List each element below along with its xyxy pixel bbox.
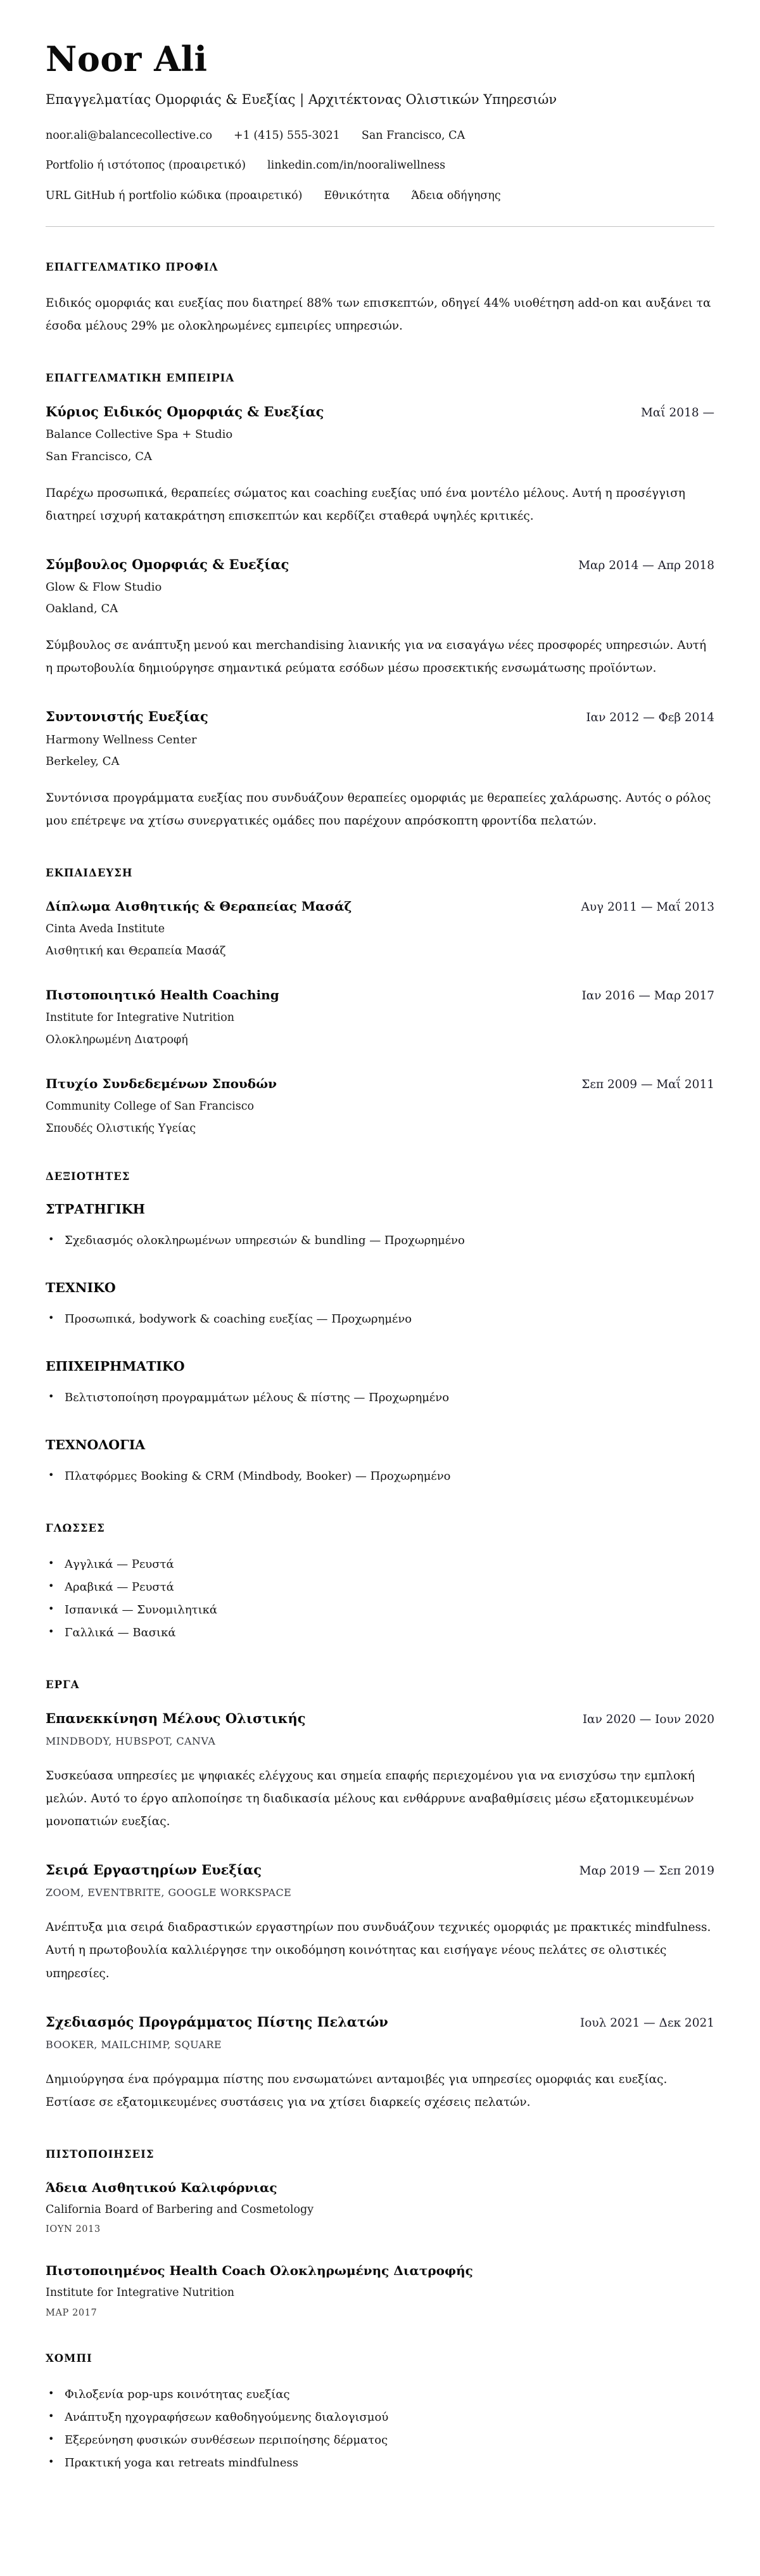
section-languages — [46, 1522, 714, 1644]
education-header — [46, 1075, 714, 1093]
job-description: Συντόνισα προγράμματα ευεξίας που συνδυάζουν θεραπείες ομορφιάς με θεραπείες χαλάρωσης. Αυτός ο ρόλος μου επέτρεψε να χτίσω συνεργατικές ομάδες που παρέχουν απρόσκοπτη φροντίδα πελατών. — [46, 791, 711, 828]
hobby-item: • Εξερεύνηση φυσικών συνθέσεων περιποίησης δέρματος — [46, 2429, 714, 2452]
project-entry — [46, 2013, 714, 2114]
job-location: Oakland, CA — [46, 602, 118, 616]
hobby-item: • Ανάπτυξη ηχογραφήσεων καθοδηγούμενης διαλογισμού — [46, 2406, 714, 2429]
language-item: • Ισπανικά — Συνομιλητικά — [46, 1599, 714, 1622]
certification-date: ΙΟΥΝ 2013 — [46, 2224, 101, 2235]
job-company: Glow & Flow Studio — [46, 580, 162, 594]
education-dates: Σεπ 2009 — Μαΐ 2011 — [581, 1078, 714, 1092]
education-entry — [46, 987, 714, 1048]
contact-nationality-placeholder: Εθνικότητα — [324, 189, 390, 202]
resume-header — [46, 41, 714, 227]
education-school: Cinta Aveda Institute — [46, 923, 165, 936]
education-dates: Ιαν 2016 — Μαρ 2017 — [581, 989, 714, 1003]
job-location: San Francisco, CA — [46, 449, 153, 463]
section-profile — [46, 261, 714, 338]
certification-title: Πιστοποιημένος Health Coach Ολοκληρωμένης Διατροφής — [46, 2263, 473, 2279]
education-header — [46, 987, 714, 1004]
section-projects — [46, 1679, 714, 2114]
hobby-item: • Φιλοξενία pop-ups κοινότητας ευεξίας — [46, 2383, 714, 2406]
certifications-heading: ΠΙΣΤΟΠΟΙΗΣΕΙΣ — [46, 2148, 155, 2160]
skill-item: • Σχεδιασμός ολοκληρωμένων υπηρεσιών & bundling — Προχωρημένο — [46, 1229, 714, 1252]
project-description: Ανέπτυξα μια σειρά διαδραστικών εργαστηρίων που συνδυάζουν τεχνικές ομορφιάς με πρακτικές mindfulness. Αυτή η πρωτοβουλία καλλιέργησε την οικοδόμηση κοινότητας και εισήγαγε νέους πελάτες σε ολιστικές υπηρεσίες. — [46, 1921, 711, 1980]
project-tools: BOOKER, MAILCHIMP, SQUARE — [46, 2038, 222, 2051]
project-title: Σειρά Εργαστηρίων Ευεξίας — [46, 1862, 262, 1878]
person-name: Noor Ali — [46, 39, 208, 79]
project-dates: Ιαν 2020 — Ιουν 2020 — [582, 1713, 714, 1727]
skills-heading: ΔΕΞΙΟΤΗΤΕΣ — [46, 1170, 130, 1183]
job-location: Berkeley, CA — [46, 754, 120, 768]
project-description: Συσκεύασα υπηρεσίες με ψηφιακές ελέγχους και σημεία επαφής περιεχομένου για να ενισχύσω την εμπλοκή μελών. Αυτό το έργο απλοποίησε τη διαδικασία μέλους και ενθάρρυνε αναβαθμίσεις μέσω εξατομικευμένων μονοπατιών ευεξίας. — [46, 1769, 695, 1829]
job-description: Παρέχω προσωπικά, θεραπείες σώματος και coaching ευεξίας υπό ένα μοντέλο μέλους. Αυτή η προσέγγιση διατηρεί ισχυρή κατακράτηση επισκεπτών και κερδίζει σταθερά υψηλές κριτικές. — [46, 486, 685, 523]
contact-phone: +1 (415) 555-3021 — [234, 129, 340, 142]
job-dates: Μαρ 2014 — Απρ 2018 — [578, 558, 714, 572]
project-header — [46, 1710, 714, 1727]
skill-group-strategy: ΣΤΡΑΤΗΓΙΚΗ — [46, 1201, 146, 1217]
language-list — [46, 1553, 714, 1644]
skill-group-technology: ΤΕΧΝΟΛΟΓΙΑ — [46, 1437, 146, 1453]
project-description: Δημιούργησα ένα πρόγραμμα πίστης που ενσωματώνει ανταμοιβές για υπηρεσίες ομορφιάς και ευεξίας. Εστίασε σε εξατομικευμένες συστάσεις για να χτίσει διαρκείς σχέσεις πελατών. — [46, 2072, 668, 2109]
project-entry — [46, 1710, 714, 1833]
education-field: Σπουδές Ολιστικής Υγείας — [46, 1122, 196, 1135]
skill-item: • Προσωπικά, bodywork & coaching ευεξίας — Προχωρημένο — [46, 1308, 714, 1331]
job-entry — [46, 556, 714, 681]
education-field: Αισθητική και Θεραπεία Μασάζ — [46, 944, 226, 958]
language-item: • Γαλλικά — Βασικά — [46, 1622, 714, 1644]
job-header — [46, 556, 714, 574]
hobby-list — [46, 2383, 714, 2475]
education-degree: Πτυχίο Συνδεδεμένων Σπουδών — [46, 1076, 277, 1092]
skill-item: • Πλατφόρμες Booking & CRM (Mindbody, Booker) — Προχωρημένο — [46, 1465, 714, 1488]
job-header — [46, 708, 714, 726]
project-title: Επανεκκίνηση Μέλους Ολιστικής — [46, 1710, 306, 1727]
profile-heading: ΕΠΑΓΓΕΛΜΑΤΙΚΟ ΠΡΟΦΙΛ — [46, 261, 218, 274]
language-item: • Αραβικά — Ρευστά — [46, 1576, 714, 1599]
job-entry — [46, 708, 714, 833]
education-school: Community College of San Francisco — [46, 1100, 255, 1113]
contact-license-placeholder: Άδεια οδήγησης — [411, 189, 501, 202]
job-entry — [46, 403, 714, 528]
job-title: Σύμβουλος Ομορφιάς & Ευεξίας — [46, 556, 289, 572]
hobby-item: • Πρακτική yoga και retreats mindfulness — [46, 2452, 714, 2475]
education-header — [46, 898, 714, 915]
profile-text: Ειδικός ομορφιάς και ευεξίας που διατηρεί 88% των επισκεπτών, οδηγεί 44% υιοθέτηση add-on και αυξάνει τα έσοδα μέλους 29% με ολοκληρωμένες εμπειρίες υπηρεσιών. — [46, 297, 711, 333]
certification-title: Άδεια Αισθητικού Καλιφόρνιας — [46, 2179, 277, 2195]
project-header — [46, 2013, 714, 2031]
project-title: Σχεδιασμός Προγράμματος Πίστης Πελατών — [46, 2013, 388, 2030]
contact-row-2 — [46, 158, 714, 174]
project-header — [46, 1861, 714, 1879]
projects-heading: ΕΡΓΑ — [46, 1679, 80, 1691]
contact-email: noor.ali@balancecollective.co — [46, 129, 213, 142]
education-dates: Αυγ 2011 — Μαΐ 2013 — [581, 900, 714, 914]
project-entry — [46, 1861, 714, 1985]
project-tools: ZOOM, EVENTBRITE, GOOGLE WORKSPACE — [46, 1887, 292, 1899]
header-divider — [46, 226, 714, 227]
skill-item: • Βελτιστοποίηση προγραμμάτων μέλους & πίστης — Προχωρημένο — [46, 1387, 714, 1409]
job-title: Κύριος Ειδικός Ομορφιάς & Ευεξίας — [46, 404, 324, 420]
contact-linkedin: linkedin.com/in/nooraliwellness — [267, 159, 446, 172]
project-dates: Μαρ 2019 — Σεπ 2019 — [579, 1864, 714, 1878]
skill-list — [46, 1308, 714, 1331]
certification-entry — [46, 2179, 714, 2235]
project-tools: MINDBODY, HUBSPOT, CANVA — [46, 1735, 216, 1748]
certification-issuer: Institute for Integrative Nutrition — [46, 2286, 235, 2300]
section-hobbies — [46, 2352, 714, 2475]
job-dates: Ιαν 2012 — Φεβ 2014 — [586, 711, 714, 725]
education-heading: ΕΚΠΑΙΔΕΥΣΗ — [46, 867, 133, 879]
skill-list — [46, 1229, 714, 1252]
certification-entry — [46, 2262, 714, 2318]
section-skills — [46, 1170, 714, 1488]
person-headline: Επαγγελματίας Ομορφιάς & Ευεξίας | Αρχιτέκτονας Ολιστικών Υπηρεσιών — [46, 92, 557, 108]
education-field: Ολοκληρωμένη Διατροφή — [46, 1033, 188, 1046]
project-dates: Ιουλ 2021 — Δεκ 2021 — [580, 2016, 714, 2030]
section-certifications — [46, 2148, 714, 2318]
languages-heading: ΓΛΩΣΣΕΣ — [46, 1522, 105, 1535]
contact-location: San Francisco, CA — [361, 129, 466, 142]
education-degree: Πιστοποιητικό Health Coaching — [46, 987, 279, 1003]
skill-list — [46, 1387, 714, 1409]
skill-list — [46, 1465, 714, 1488]
job-description: Σύμβουλος σε ανάπτυξη μενού και merchandising λιανικής για να εισαγάγω νέες προσφορές υπηρεσιών. Αυτή η πρωτοβουλία δημιούργησε σημαντικά ρεύματα εσόδων μέσω προσεκτικής ενσωμάτωσης προϊόντων. — [46, 639, 707, 676]
contact-row-3 — [46, 188, 714, 204]
job-dates: Μαΐ 2018 — — [640, 406, 714, 420]
experience-heading: ΕΠΑΓΓΕΛΜΑΤΙΚΗ ΕΜΠΕΙΡΙΑ — [46, 372, 235, 385]
education-entry — [46, 898, 714, 959]
contact-row-1 — [46, 128, 714, 144]
language-item: • Αγγλικά — Ρευστά — [46, 1553, 714, 1576]
education-degree: Δίπλωμα Αισθητικής & Θεραπείας Μασάζ — [46, 899, 352, 914]
education-school: Institute for Integrative Nutrition — [46, 1011, 235, 1025]
job-header — [46, 403, 714, 421]
certification-issuer: California Board of Barbering and Cosmetology — [46, 2203, 314, 2216]
job-company: Balance Collective Spa + Studio — [46, 428, 233, 442]
certification-date: ΜΑΡ 2017 — [46, 2307, 98, 2318]
hobbies-heading: ΧΟΜΠΙ — [46, 2352, 92, 2364]
job-title: Συντονιστής Ευεξίας — [46, 708, 208, 725]
job-company: Harmony Wellness Center — [46, 733, 197, 747]
section-experience — [46, 372, 714, 833]
skill-group-business: ΕΠΙΧΕΙΡΗΜΑΤΙΚΟ — [46, 1359, 185, 1375]
contact-github-placeholder: URL GitHub ή portfolio κώδικα (προαιρετικό) — [46, 189, 303, 202]
section-education — [46, 867, 714, 1136]
contact-portfolio-placeholder: Portfolio ή ιστότοπος (προαιρετικό) — [46, 159, 246, 172]
skill-group-technical: ΤΕΧΝΙΚΟ — [46, 1280, 116, 1296]
education-entry — [46, 1075, 714, 1136]
